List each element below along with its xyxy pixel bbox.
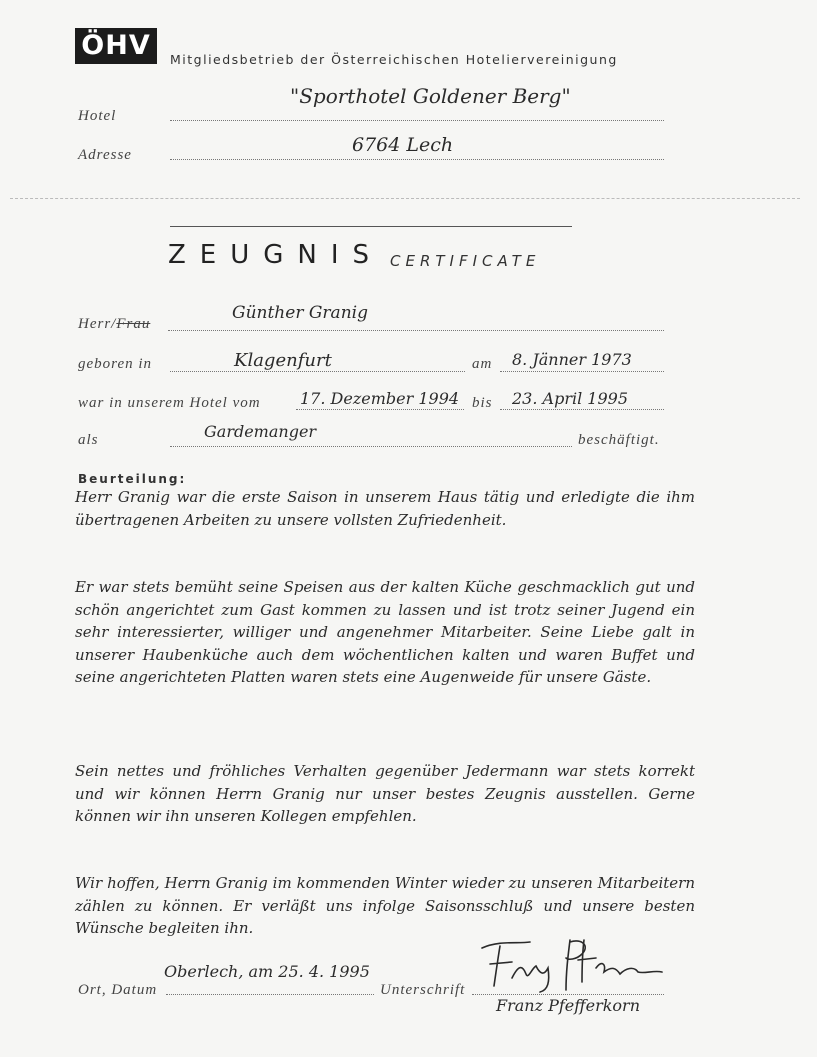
place-date-label: Ort, Datum	[78, 982, 158, 998]
place-date-value: Oberlech, am 25. 4. 1995	[164, 962, 370, 981]
page-subtitle: CERTIFICATE	[390, 252, 541, 270]
divider-dashed	[10, 198, 800, 199]
person-name: Günther Granig	[232, 303, 368, 323]
birth-date-line	[500, 371, 664, 372]
position-value: Gardemanger	[204, 422, 317, 441]
address-value: 6764 Lech	[352, 134, 454, 156]
address-label: Adresse	[78, 147, 132, 163]
assessment-paragraph-3: Sein nettes und fröhliches Verhalten gegenüber Jedermann war stets korrekt und wir können Herrn Granig nur unser bestes Zeugnis ausstellen. Gerne können wir ihn unseren Kollegen empfehlen.	[75, 762, 695, 825]
address-line	[170, 159, 664, 160]
handwritten-signature	[478, 938, 668, 994]
salutation-label	[78, 316, 150, 333]
employed-label: beschäftigt.	[578, 432, 660, 448]
hotel-line	[170, 120, 664, 121]
organization-line: Mitgliedsbetrieb der Österreichischen Hoteliervereinigung	[170, 52, 618, 67]
signature-line	[472, 994, 664, 995]
birthplace-line	[170, 371, 465, 372]
salutation-frau-struck: Frau	[116, 316, 151, 332]
divider-solid	[170, 226, 572, 227]
as-label: als	[78, 432, 99, 448]
from-date-value: 17. Dezember 1994	[300, 389, 460, 408]
to-date-line	[500, 409, 664, 410]
until-label: bis	[472, 395, 493, 411]
assessment-paragraph-2: Er war stets bemüht seine Speisen aus der kalten Küche geschmacklich gut und schön angerichtet zum Gast kommen zu lassen und ist trotz seiner Jugend ein sehr interessierter, williger und angenehmer Mitarbeiter. Seine Liebe galt in unserer Haubenküche auch dem wöchentlichen kalten und waren Buffet und seine angerichteten Platten waren stets eine Augenweide für unsere Gäste.	[75, 578, 695, 686]
position-line	[170, 446, 572, 447]
assessment-paragraph-4: Wir hoffen, Herrn Granig im kommenden Winter wieder zu unseren Mitarbeitern zählen zu können. Er verläßt uns infolge Saisonsschluß und unsere besten Wünsche begleiten ihn.	[75, 874, 695, 937]
from-date-line	[296, 409, 464, 410]
assessment-heading: Beurteilung:	[78, 472, 187, 486]
to-date-value: 23. April 1995	[512, 389, 629, 408]
salutation-herr: Herr/	[78, 316, 117, 332]
born-in-label: geboren in	[78, 356, 153, 372]
employed-from-label: war in unserem Hotel vom	[78, 395, 261, 411]
hotel-label: Hotel	[78, 108, 117, 124]
place-date-line	[166, 994, 374, 995]
birth-date-value: 8. Jänner 1973	[512, 350, 632, 369]
page-title: ZEUGNIS	[168, 240, 384, 270]
signature-label: Unterschrift	[380, 982, 466, 998]
born-on-label: am	[472, 356, 493, 372]
hotel-name: "Sporthotel Goldener Berg"	[290, 84, 571, 108]
assessment-paragraph-1: Herr Granig war die erste Saison in unserem Haus tätig und erledigte die ihm übertragenen Arbeiten zu unsere vollsten Zufriedenheit.	[75, 488, 695, 529]
ohv-logo: ÖHV	[75, 28, 157, 64]
birthplace-value: Klagenfurt	[234, 350, 332, 371]
name-line	[168, 330, 664, 331]
signature-name: Franz Pfefferkorn	[496, 996, 640, 1015]
